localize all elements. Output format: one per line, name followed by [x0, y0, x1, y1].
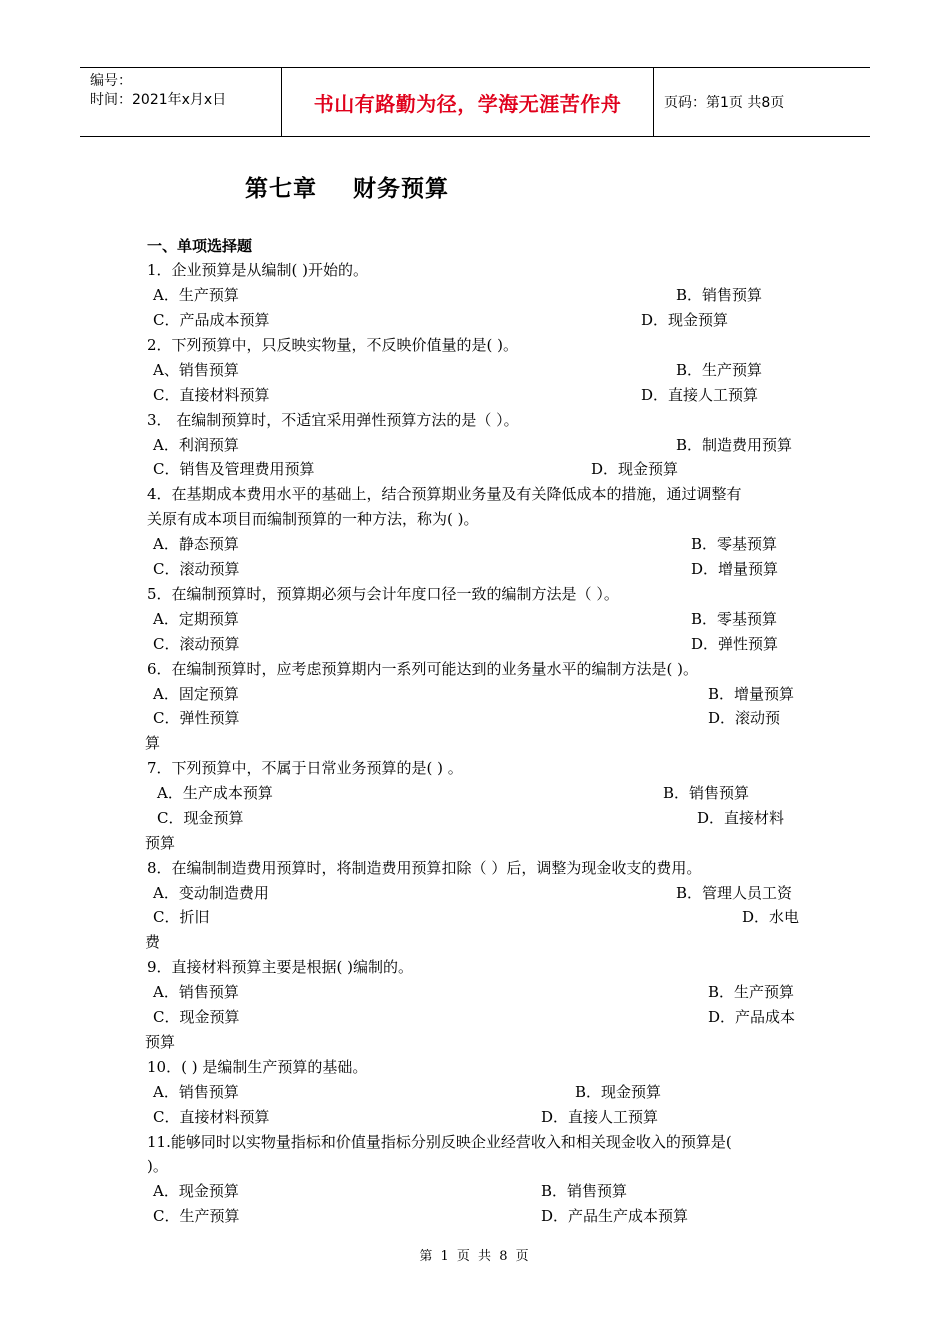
option-b: B．销售预算: [663, 784, 750, 802]
option-a: A、销售预算: [153, 361, 239, 379]
option-b: B．生产预算: [676, 361, 763, 379]
option-a: A．固定预算: [153, 685, 239, 703]
option-d-continued: 费: [145, 933, 161, 951]
option-c: C．直接材料预算: [153, 1108, 270, 1126]
option-b: B．零基预算: [691, 610, 778, 628]
option-d-continued: 算: [145, 734, 161, 752]
option-c: C．产品成本预算: [153, 311, 270, 329]
option-d: D．现金预算: [591, 460, 679, 478]
option-d: D．直接人工预算: [541, 1108, 659, 1126]
section-heading: 一、单项选择题: [147, 237, 253, 255]
question-stem: 10．( ) 是编制生产预算的基础。: [147, 1058, 368, 1076]
header-meta: [80, 68, 281, 136]
option-c: C．折旧: [153, 908, 210, 926]
option-a: A．静态预算: [153, 535, 239, 553]
option-a: A．变动制造费用: [153, 884, 269, 902]
question-stem-continued: 关原有成本项目而编制预算的一种方法，称为( )。: [147, 510, 479, 528]
option-b: B．增量预算: [708, 685, 795, 703]
question-stem: 11.能够同时以实物量指标和价值量指标分别反映企业经营收入和相关现金收入的预算是(: [147, 1133, 732, 1151]
question-stem: 9．直接材料预算主要是根据( )编制的。: [147, 958, 414, 976]
option-d: D．直接人工预算: [641, 386, 759, 404]
question-stem: 7．下列预算中，不属于日常业务预算的是( ) 。: [147, 759, 463, 777]
header-motto-cell: [281, 68, 654, 136]
option-b: B．销售预算: [676, 286, 763, 304]
question-stem-continued: )。: [147, 1157, 168, 1175]
question-stem: 2．下列预算中，只反映实物量，不反映价值量的是( )。: [147, 336, 519, 354]
option-c: C．销售及管理费用预算: [153, 460, 315, 478]
option-b: B．生产预算: [708, 983, 795, 1001]
question-stem: 4．在基期成本费用水平的基础上，结合预算期业务量及有关降低成本的措施，通过调整有: [147, 485, 742, 503]
question-stem: 6．在编制预算时，应考虑预算期内一系列可能达到的业务量水平的编制方法是( )。: [147, 660, 699, 678]
option-a: A．生产成本预算: [157, 784, 273, 802]
option-d-continued: 预算: [145, 1033, 176, 1051]
page-footer: 第 1 页 共 8 页: [419, 1249, 531, 1264]
option-d: D．弹性预算: [691, 635, 779, 653]
option-b: B．销售预算: [541, 1182, 628, 1200]
document-number-label: 编号：: [90, 73, 132, 89]
motto-text: 书山有路勤为径，学海无涯苦作舟: [313, 91, 622, 116]
option-a: A．生产预算: [153, 286, 239, 304]
option-d: D．直接材料: [697, 809, 785, 827]
option-b: B．现金预算: [575, 1083, 662, 1101]
page-info-text: 页码：第1页 共8页: [664, 95, 785, 111]
option-d-continued: 预算: [145, 834, 176, 852]
page-header: [80, 67, 870, 137]
option-a: A．定期预算: [153, 610, 239, 628]
option-d: D．现金预算: [641, 311, 729, 329]
option-c: C．滚动预算: [153, 560, 240, 578]
option-c: C．直接材料预算: [153, 386, 270, 404]
header-page-info: [654, 68, 870, 136]
option-c: C．现金预算: [157, 809, 244, 827]
question-stem: 8．在编制制造费用预算时，将制造费用预算扣除（ ）后，调整为现金收支的费用。: [147, 859, 702, 877]
question-stem: 3． 在编制预算时，不适宜采用弹性预算方法的是（ ）。: [147, 411, 519, 429]
option-a: A．销售预算: [153, 983, 239, 1001]
option-a: A．现金预算: [153, 1182, 239, 1200]
option-d: D．滚动预: [708, 709, 781, 727]
question-stem: 5．在编制预算时，预算期必须与会计年度口径一致的编制方法是（ ）。: [147, 585, 619, 603]
option-c: C．生产预算: [153, 1207, 240, 1225]
document-time-label: 时间：2021年x月x日: [90, 92, 227, 108]
option-c: C．滚动预算: [153, 635, 240, 653]
question-stem: 1．企业预算是从编制( )开始的。: [147, 261, 369, 279]
chapter-title: 第七章 财务预算: [245, 176, 450, 202]
option-b: B．管理人员工资: [676, 884, 793, 902]
option-c: C．弹性预算: [153, 709, 240, 727]
option-d: D．产品成本: [708, 1008, 796, 1026]
option-b: B．制造费用预算: [676, 436, 793, 454]
option-c: C．现金预算: [153, 1008, 240, 1026]
option-a: A．销售预算: [153, 1083, 239, 1101]
option-a: A．利润预算: [153, 436, 239, 454]
option-d: D．水电: [742, 908, 800, 926]
option-d: D．增量预算: [691, 560, 779, 578]
option-d: D．产品生产成本预算: [541, 1207, 689, 1225]
option-b: B．零基预算: [691, 535, 778, 553]
